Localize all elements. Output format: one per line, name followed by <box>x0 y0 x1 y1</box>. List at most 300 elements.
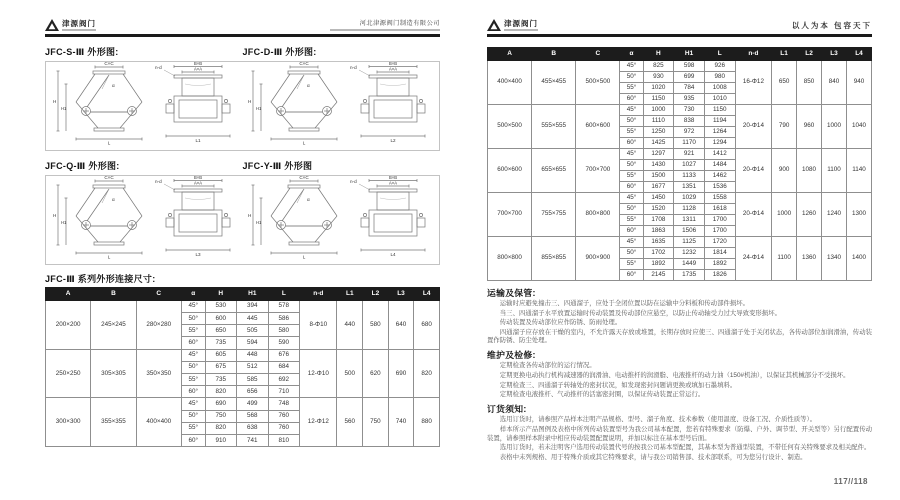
cell-value: 568 <box>237 410 269 422</box>
cell-L1: 440 <box>337 300 363 349</box>
dim-label-bottom: L4 <box>390 252 396 258</box>
cell-value: 594 <box>237 337 269 349</box>
cell-C: 350×350 <box>136 349 181 398</box>
cell-value: 50° <box>620 71 643 82</box>
paragraph: 定期检查各传动部位的运行情况。 <box>499 362 596 370</box>
dim-label-h: H <box>247 213 252 219</box>
logo-triangle-icon <box>45 19 59 31</box>
drawing-title-jfc-y: JFC-Y-Ⅲ 外形图 <box>242 160 313 171</box>
cell-L2: 960 <box>797 104 822 148</box>
col-header: L <box>268 288 300 301</box>
cell-L1: 900 <box>772 148 797 192</box>
cell-value: 650 <box>205 325 237 337</box>
logo-text: 津源阀门 <box>62 19 96 28</box>
cell-value: 1311 <box>674 214 705 225</box>
cell-value: 1000 <box>643 104 674 115</box>
cell-nd: 8-Φ10 <box>300 300 337 349</box>
cell-value: 1702 <box>643 247 674 258</box>
dim-label-outer: B×B <box>194 174 203 180</box>
cell-L4: 680 <box>414 300 440 349</box>
cell-value: 598 <box>674 60 705 71</box>
cell-L2: 850 <box>797 60 822 104</box>
cell-value: 1020 <box>643 82 674 93</box>
cell-B: 655×655 <box>532 148 576 192</box>
cell-value: 1194 <box>704 115 735 126</box>
cell-value: 580 <box>268 325 300 337</box>
cell-value: 1700 <box>704 214 735 225</box>
cell-L2: 580 <box>363 300 389 349</box>
dim-label-l: L <box>302 140 306 146</box>
cell-value: 1232 <box>674 247 705 258</box>
cell-value: 2145 <box>643 269 674 280</box>
table-header-row <box>46 288 440 301</box>
cell-value: 820 <box>205 386 237 398</box>
cell-value: 55° <box>620 82 643 93</box>
table-row <box>488 236 872 247</box>
cell-A: 250×250 <box>46 349 91 398</box>
drawing-titles-row-1 <box>45 47 440 58</box>
cell-L3: 1240 <box>822 192 847 236</box>
section-block <box>487 350 872 400</box>
dim-label-holes: n-d <box>349 65 357 71</box>
cell-value: 1863 <box>643 225 674 236</box>
cell-value: 600 <box>205 313 237 325</box>
cell-value: 1125 <box>674 236 705 247</box>
cell-value: 1484 <box>704 159 735 170</box>
cell-L2: 1080 <box>797 148 822 192</box>
table-row <box>488 104 872 115</box>
dim-label-holes: n-d <box>155 65 162 71</box>
cell-value: 1892 <box>704 258 735 269</box>
cell-value: 935 <box>674 93 705 104</box>
cell-value: 972 <box>674 126 705 137</box>
cell-value: 1558 <box>704 192 735 203</box>
cell-value: 1029 <box>674 192 705 203</box>
cell-value: 50° <box>620 159 643 170</box>
cell-C: 800×800 <box>576 192 620 236</box>
cell-value: 750 <box>205 410 237 422</box>
page-left <box>45 8 440 447</box>
col-header: C <box>576 48 620 61</box>
cell-value: 590 <box>268 337 300 349</box>
dim-label-angle: α <box>306 197 310 203</box>
cell-B: 555×555 <box>532 104 576 148</box>
cell-value: 55° <box>620 126 643 137</box>
outline-drawing <box>247 60 433 146</box>
drawing-box-2 <box>45 175 440 265</box>
cell-value: 448 <box>237 349 269 361</box>
dim-label-l: L <box>302 254 306 260</box>
cell-L2: 620 <box>363 349 389 398</box>
cell-C: 600×600 <box>576 104 620 148</box>
paragraph: 定期更换电动执行机构减速器的润滑油、电动推杆的润滑脂、电液推杆的动力油（150#机油），以保证其机械部分不受损坏。 <box>499 372 850 380</box>
paragraph: 四通溜子应存放在干燥的室内，不允许露天存放或堆置，长期存放时应使三、四通溜子处于关闭状态，各传动部位加润滑油，传动装置作防锈、防尘处理。 <box>487 328 872 345</box>
dim-label-outer: B×B <box>388 174 397 180</box>
front-view-drawing <box>53 61 142 146</box>
drawing-title-jfc-d: JFC-D-Ⅲ 外形图: <box>242 47 317 57</box>
cell-nd: 12-Φ12 <box>300 398 337 447</box>
dim-label-holes: n-d <box>155 179 162 185</box>
dim-label-angle: α <box>112 197 115 203</box>
side-view-drawing <box>350 61 425 143</box>
cell-value: 1110 <box>643 115 674 126</box>
cell-L1: 1100 <box>772 236 797 280</box>
table-header-row <box>488 48 872 61</box>
cell-value: 55° <box>620 258 643 269</box>
cell-value: 1351 <box>674 181 705 192</box>
side-view-drawing <box>155 61 230 143</box>
logo-subtext-line <box>504 29 538 31</box>
cell-value: 60° <box>181 434 205 446</box>
drawing-jfc-s <box>52 60 238 151</box>
cell-value: 1027 <box>674 159 705 170</box>
cell-value: 60° <box>620 137 643 148</box>
cell-value: 1412 <box>704 148 735 159</box>
section-block <box>487 404 872 462</box>
cell-value: 926 <box>704 60 735 71</box>
col-header: L2 <box>797 48 822 61</box>
cell-value: 1133 <box>674 170 705 181</box>
cell-value: 699 <box>674 71 705 82</box>
cell-nd: 20-Φ14 <box>735 148 771 192</box>
company-subtext-line <box>330 29 440 31</box>
dim-label-inner: A×A <box>194 180 203 186</box>
cell-C: 500×500 <box>576 60 620 104</box>
cell-A: 600×600 <box>488 148 532 192</box>
cell-value: 45° <box>620 60 643 71</box>
cell-nd: 20-Φ14 <box>735 192 771 236</box>
cell-L3: 740 <box>388 398 414 447</box>
front-view-drawing <box>53 175 142 260</box>
dim-label-outer: B×B <box>194 61 203 67</box>
cell-value: 1814 <box>704 247 735 258</box>
cell-value: 45° <box>620 192 643 203</box>
col-header: H1 <box>674 48 705 61</box>
cell-value: 1708 <box>643 214 674 225</box>
cell-value: 748 <box>268 398 300 410</box>
cell-value: 1826 <box>704 269 735 280</box>
cell-nd: 24-Φ14 <box>735 236 771 280</box>
cell-L3: 840 <box>822 60 847 104</box>
cell-L3: 1100 <box>822 148 847 192</box>
cell-value: 512 <box>237 361 269 373</box>
cell-value: 1449 <box>674 258 705 269</box>
dim-label-inner: A×A <box>194 66 203 72</box>
dim-label-outer: B×B <box>388 61 397 67</box>
cell-C: 900×900 <box>576 236 620 280</box>
cell-value: 1536 <box>704 181 735 192</box>
cell-value: 838 <box>674 115 705 126</box>
cell-value: 1720 <box>704 236 735 247</box>
paragraph: 运输时应避免撞击三、四通溜子，应处于全闭位置以防在运输中分料板和传动部件损坏。 <box>499 300 750 308</box>
cell-value: 760 <box>268 422 300 434</box>
cell-value: 930 <box>643 71 674 82</box>
paragraph: 当三、四通溜子水平放置运输时传动装置及传动部位应悬空，以防止传动轴受力过大导致变形损坏。 <box>499 309 781 317</box>
table-row <box>488 192 872 203</box>
cell-value: 690 <box>205 398 237 410</box>
cell-value: 1735 <box>674 269 705 280</box>
cell-B: 455×455 <box>532 60 576 104</box>
col-header: L2 <box>363 288 389 301</box>
dim-label-l: L <box>107 254 111 260</box>
cell-value: 1506 <box>674 225 705 236</box>
drawing-jfc-y <box>247 174 433 265</box>
cell-value: 1500 <box>643 170 674 181</box>
cell-A: 500×500 <box>488 104 532 148</box>
cell-value: 55° <box>181 374 205 386</box>
drawing-jfc-q <box>52 174 238 265</box>
cell-value: 1264 <box>704 126 735 137</box>
dimension-table-right <box>487 47 872 281</box>
section-block <box>487 288 872 346</box>
cell-value: 1892 <box>643 258 674 269</box>
cell-value: 684 <box>268 361 300 373</box>
cell-value: 1425 <box>643 137 674 148</box>
side-view-drawing <box>155 175 230 257</box>
cell-value: 1450 <box>643 192 674 203</box>
col-header: H <box>205 288 237 301</box>
drawing-title-jfc-q: JFC-Q-Ⅲ 外形图: <box>45 160 120 171</box>
dimension-table-title: JFC-Ⅲ 系列外形连接尺寸: <box>45 273 156 284</box>
table-row <box>46 300 440 312</box>
cell-value: 45° <box>181 398 205 410</box>
cell-value: 710 <box>268 386 300 398</box>
cell-value: 741 <box>237 434 269 446</box>
cell-B: 755×755 <box>532 192 576 236</box>
dim-label-h1: H1 <box>61 220 67 226</box>
cell-L4: 1140 <box>846 148 871 192</box>
cell-L3: 690 <box>388 349 414 398</box>
dim-label-h: H <box>53 99 57 105</box>
cell-value: 910 <box>205 434 237 446</box>
cell-C: 700×700 <box>576 148 620 192</box>
cell-A: 200×200 <box>46 300 91 349</box>
col-header: L4 <box>846 48 871 61</box>
cell-value: 1010 <box>704 93 735 104</box>
cell-value: 810 <box>268 434 300 446</box>
paragraph: 选用订货时，若未注明客户选用传动装置代号的按我公司基本型配置，其基本型为普通型装置，不带任何有关特殊要求及相关配件。 <box>499 444 871 452</box>
cell-value: 676 <box>268 349 300 361</box>
col-header: α <box>181 288 205 301</box>
cell-value: 394 <box>237 300 269 312</box>
outline-drawing <box>247 174 433 260</box>
cell-A: 700×700 <box>488 192 532 236</box>
front-view-drawing <box>248 175 337 260</box>
brand-logo <box>487 19 538 31</box>
cell-value: 1170 <box>674 137 705 148</box>
front-view-drawing <box>248 61 337 146</box>
dim-label-h1: H1 <box>61 106 67 112</box>
col-header: A <box>488 48 532 61</box>
paragraph: 样本所示产品图例及表格中所列传动装置型号为我公司基本配置，您若有特殊要求（防爆、户外、调节型、开关型等）另行配置传动装置，请参照样本附录中相应传动装置配置说明，并加以标注在基本型号后面。 <box>487 425 872 442</box>
cell-L4: 940 <box>846 60 871 104</box>
cell-value: 638 <box>237 422 269 434</box>
drawing-jfc-d <box>247 60 433 151</box>
dim-label-inner: A×A <box>388 180 397 186</box>
section-title: 运输及保管: <box>487 287 536 298</box>
cell-value: 60° <box>620 225 643 236</box>
cell-value: 45° <box>181 349 205 361</box>
dim-label-bottom: L3 <box>195 252 201 258</box>
cell-value: 735 <box>205 374 237 386</box>
dim-label-angle: α <box>112 83 115 89</box>
dim-label-top: C×C <box>299 175 309 181</box>
table-row <box>488 60 872 71</box>
slogan-text: 以人为本 包容天下 <box>791 21 872 30</box>
dim-label-l: L <box>107 140 111 146</box>
cell-L3: 640 <box>388 300 414 349</box>
col-header: A <box>46 288 91 301</box>
cell-B: 245×245 <box>91 300 136 349</box>
dim-label-bottom: L2 <box>390 138 396 144</box>
cell-value: 50° <box>181 313 205 325</box>
logo-text: 津源阀门 <box>504 19 538 28</box>
dim-label-h: H <box>53 213 57 219</box>
cell-value: 825 <box>643 60 674 71</box>
cell-A: 400×400 <box>488 60 532 104</box>
section-title: 维护及检修: <box>487 349 536 360</box>
drawing-box-1 <box>45 61 440 151</box>
brand-text <box>62 20 96 31</box>
cell-value: 50° <box>620 203 643 214</box>
cell-value: 1297 <box>643 148 674 159</box>
page-header-left <box>45 8 440 37</box>
dim-label-bottom: L1 <box>195 138 201 144</box>
col-header: L1 <box>772 48 797 61</box>
cell-value: 55° <box>181 325 205 337</box>
col-header: α <box>620 48 643 61</box>
cell-value: 1008 <box>704 82 735 93</box>
cell-value: 1150 <box>643 93 674 104</box>
cell-L3: 1340 <box>822 236 847 280</box>
cell-value: 60° <box>620 181 643 192</box>
cell-value: 1462 <box>704 170 735 181</box>
cell-value: 578 <box>268 300 300 312</box>
page-right <box>487 8 872 466</box>
outline-drawing <box>52 174 238 260</box>
cell-L2: 750 <box>363 398 389 447</box>
cell-L4: 1300 <box>846 192 871 236</box>
cell-value: 60° <box>181 386 205 398</box>
company-name: 河北津源阀门制造有限公司 <box>359 20 440 28</box>
col-header: n-d <box>300 288 337 301</box>
cell-nd: 12-Φ10 <box>300 349 337 398</box>
cell-L1: 560 <box>337 398 363 447</box>
cell-value: 505 <box>237 325 269 337</box>
cell-value: 692 <box>268 374 300 386</box>
paragraph: 表格中未列规格、用于特殊介质或其它特殊要求，请与我公司销售部、技术部联系，可为您另行设计、制造。 <box>499 453 807 461</box>
cell-L1: 790 <box>772 104 797 148</box>
cell-A: 300×300 <box>46 398 91 447</box>
cell-value: 1677 <box>643 181 674 192</box>
cell-value: 1294 <box>704 137 735 148</box>
cell-value: 1430 <box>643 159 674 170</box>
table-row <box>46 398 440 410</box>
cell-L1: 500 <box>337 349 363 398</box>
brand-logo <box>45 19 96 31</box>
cell-L4: 1400 <box>846 236 871 280</box>
dim-label-inner: A×A <box>388 66 397 72</box>
cell-value: 1250 <box>643 126 674 137</box>
cell-value: 735 <box>205 337 237 349</box>
cell-C: 280×280 <box>136 300 181 349</box>
cell-value: 45° <box>620 148 643 159</box>
page-number: 117//118 <box>833 477 868 486</box>
cell-value: 730 <box>674 104 705 115</box>
cell-L4: 820 <box>414 349 440 398</box>
dimension-table-left <box>45 287 440 447</box>
page-header-right <box>487 8 872 37</box>
drawing-title-jfc-s: JFC-S-Ⅲ 外形图: <box>45 47 119 57</box>
cell-B: 855×855 <box>532 236 576 280</box>
cell-value: 784 <box>674 82 705 93</box>
col-header: L <box>704 48 735 61</box>
cell-value: 1618 <box>704 203 735 214</box>
header-right-left-page <box>330 21 440 31</box>
cell-C: 400×400 <box>136 398 181 447</box>
side-view-drawing <box>350 175 425 257</box>
dim-label-top: C×C <box>299 61 309 67</box>
dim-label-h: H <box>247 99 252 105</box>
logo-subtext-line <box>62 29 96 31</box>
col-header: H <box>643 48 674 61</box>
col-header: B <box>91 288 136 301</box>
col-header: B <box>532 48 576 61</box>
cell-value: 585 <box>237 374 269 386</box>
col-header: L4 <box>414 288 440 301</box>
text-sections <box>487 288 872 463</box>
cell-value: 45° <box>620 236 643 247</box>
cell-L1: 650 <box>772 60 797 104</box>
cell-value: 1150 <box>704 104 735 115</box>
cell-value: 820 <box>205 422 237 434</box>
cell-value: 45° <box>620 104 643 115</box>
cell-value: 1635 <box>643 236 674 247</box>
col-header: H1 <box>237 288 269 301</box>
paragraph: 定期检查三、四通溜子转轴处的密封状况，如发现密封问题请更换或填加石墨填料。 <box>499 381 737 389</box>
cell-value: 530 <box>205 300 237 312</box>
cell-value: 55° <box>620 214 643 225</box>
cell-value: 45° <box>181 300 205 312</box>
cell-value: 50° <box>181 361 205 373</box>
cell-L2: 1360 <box>797 236 822 280</box>
col-header: C <box>136 288 181 301</box>
cell-nd: 16-Φ12 <box>735 60 771 104</box>
cell-value: 50° <box>181 410 205 422</box>
drawing-titles-row-2 <box>45 161 440 172</box>
cell-value: 586 <box>268 313 300 325</box>
cell-L3: 1000 <box>822 104 847 148</box>
dim-label-holes: n-d <box>349 179 357 185</box>
table-row <box>46 349 440 361</box>
cell-value: 760 <box>268 410 300 422</box>
dim-label-angle: α <box>306 83 310 89</box>
cell-value: 1128 <box>674 203 705 214</box>
cell-value: 921 <box>674 148 705 159</box>
cell-L2: 1260 <box>797 192 822 236</box>
paragraph: 选用订货时，请参照产品样本注明产品规格、型号、溜子角度、技术参数（使用温度、设备工况、介质性质等）。 <box>499 416 817 424</box>
cell-value: 1520 <box>643 203 674 214</box>
paragraph: 传动装置及传动部位应作防锈、防雨处理。 <box>499 319 622 327</box>
cell-value: 60° <box>181 337 205 349</box>
cell-value: 1700 <box>704 225 735 236</box>
cell-value: 605 <box>205 349 237 361</box>
dim-label-top: C×C <box>104 61 114 67</box>
cell-L4: 880 <box>414 398 440 447</box>
cell-value: 656 <box>237 386 269 398</box>
table-row <box>488 148 872 159</box>
brand-text <box>504 20 538 31</box>
